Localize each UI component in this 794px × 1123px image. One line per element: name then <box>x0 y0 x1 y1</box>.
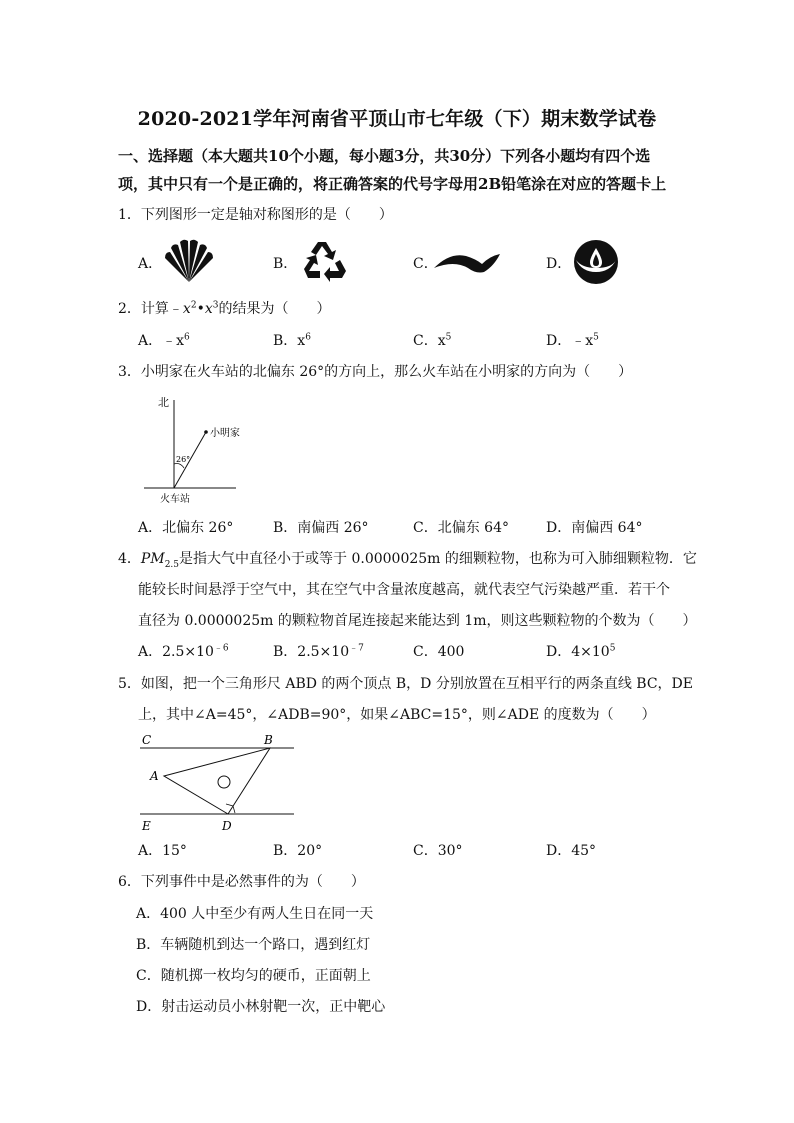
q5-triangle-diagram <box>136 732 300 836</box>
label-b: B <box>264 733 273 747</box>
shell-logo-icon <box>163 238 215 284</box>
swoosh-icon <box>432 246 502 276</box>
question-4-line-3: 直径为 0.0000025m 的颗粒物首尾连接起来能达到 1m，则这些颗粒物的个数为（ ） <box>138 613 697 629</box>
q4-option-a: A．$2.5\times 10^{﹣6}$ <box>138 643 229 660</box>
q6-option-a: A．400 人中至少有两人生日在同一天 <box>136 906 374 922</box>
q3-option-a: A．北偏东 26° <box>138 520 234 536</box>
q5-option-b: B．20° <box>273 843 323 859</box>
q2-option-d: D．$﹣x^5$ <box>546 332 599 349</box>
q5-option-a: A．15° <box>138 843 187 859</box>
question-4-line-2: 能较长时间悬浮于空气中，其在空气中含量浓度越高，就代表空气污染越严重．若干个 <box>138 582 670 598</box>
q1-option-c: C． <box>413 256 438 272</box>
q1-option-a: A． <box>138 256 163 272</box>
label-d: D <box>222 819 232 833</box>
section-instructions: 一、选择题（本大题共10个小题，每小题3分，共30分）下列各小题均有四个选项，其中只有一个是正确的，将正确答案的代号字母用2B铅笔涂在对应的答题卡上 <box>118 147 667 193</box>
station-label: 火车站 <box>160 494 190 505</box>
q2-stem-suffix: 的结果为（ ） <box>218 301 331 317</box>
q2-option-b: B．$x^6$ <box>273 332 311 349</box>
q1-option-b: B． <box>273 256 298 272</box>
q6-option-b: B．车辆随机到达一个路口，遇到红灯 <box>136 937 371 953</box>
question-1-stem: 1．下列图形一定是轴对称图形的是（ ） <box>118 207 393 223</box>
q4-option-b: B．$2.5\times 10^{﹣7}$ <box>273 643 364 660</box>
q4-option-d: D．$4\times 10^5$ <box>546 643 616 660</box>
question-4-line-1: 4．$PM_{2.5}$是指大气中直径小于或等于 0.0000025m 的细颗粒物，也称为可入肺细颗粒物．它 <box>118 551 697 570</box>
label-a: A <box>150 769 159 783</box>
label-c: C <box>142 733 152 747</box>
q2-stem-prefix: 2．计算﹣ <box>118 301 183 317</box>
q3-option-b: B．南偏西 26° <box>273 520 369 536</box>
q2-option-a: A．$﹣x^6$ <box>138 332 190 349</box>
q5-option-c: C．30° <box>413 843 463 859</box>
q4-option-c: C．400 <box>413 644 465 660</box>
label-e: E <box>142 819 151 833</box>
q6-option-d: D．射击运动员小林射靶一次，正中靶心 <box>136 999 386 1015</box>
exam-title: 2020-2021学年河南省平顶山市七年级（下）期末数学试卷 <box>137 108 657 130</box>
q6-option-c: C．随机掷一枚均匀的硬币，正面朝上 <box>136 968 371 984</box>
angle-label: 26° <box>176 455 191 464</box>
recycle-icon <box>300 238 348 282</box>
question-5-line-2: 上，其中∠A=45°，∠ADB=90°，如果∠ABC=15°，则∠ADE 的度数为（ ） <box>138 707 656 723</box>
q2-option-c: C．$x^5$ <box>413 332 452 349</box>
north-label: 北 <box>158 396 169 409</box>
q3-option-c: C．北偏东 64° <box>413 520 509 536</box>
question-3-stem: 3．小明家在火车站的北偏东 26°的方向上，那么火车站在小明家的方向为（ ） <box>118 364 633 380</box>
q3-direction-diagram <box>140 392 260 508</box>
q1-option-d: D． <box>546 256 572 272</box>
q3-option-d: D．南偏西 64° <box>546 520 643 536</box>
water-drop-emblem-icon <box>572 238 620 286</box>
home-label: 小明家 <box>210 428 240 439</box>
question-6-stem: 6．下列事件中是必然事件的为（ ） <box>118 874 365 890</box>
q5-option-d: D．45° <box>546 843 597 859</box>
question-5-line-1: 5．如图，把一个三角形尺 ABD 的两个顶点 B，D 分别放置在互相平行的两条直线 BC，DE <box>118 676 693 692</box>
question-2-stem: 2．计算$﹣x^2•x^3$的结果为（ ） <box>118 300 331 317</box>
